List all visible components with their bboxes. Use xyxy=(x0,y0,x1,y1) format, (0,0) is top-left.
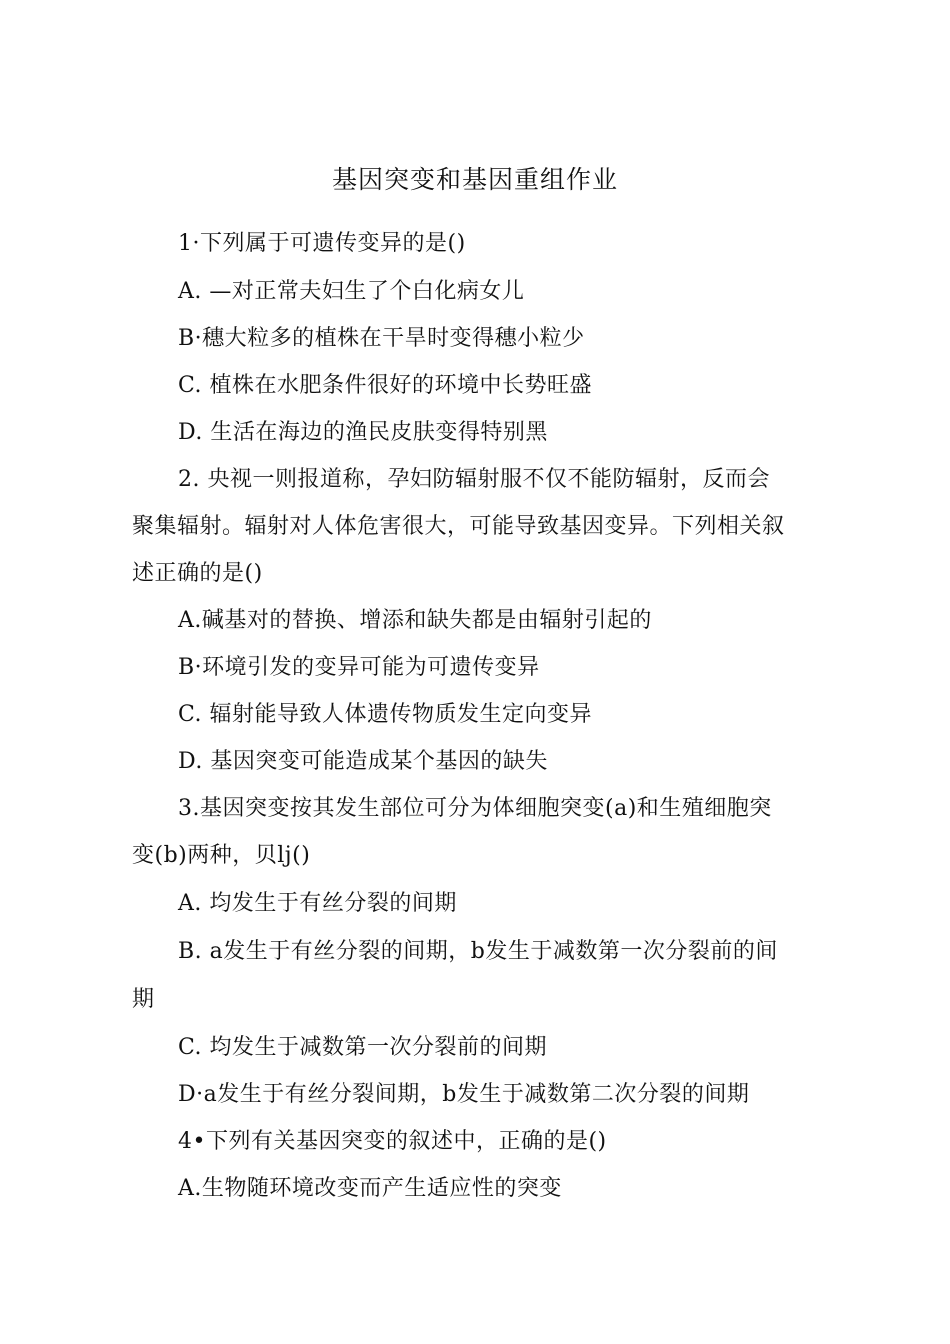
question-3-option-d: D·a发生于有丝分裂间期，b发生于减数第二次分裂的间期 xyxy=(178,1082,750,1107)
question-4-stem: 4•下列有关基因突变的叙述中，正确的是() xyxy=(178,1129,607,1154)
question-1-option-d: D. 生活在海边的渔民皮肤变得特别黑 xyxy=(178,420,548,445)
question-1-option-b: B·穗大粒多的植株在干旱时变得穗小粒少 xyxy=(178,326,585,351)
question-2-option-b: B·环境引发的变异可能为可遗传变异 xyxy=(178,655,540,680)
question-1-stem: 1·下列属于可遗传变异的是() xyxy=(178,231,466,256)
document-title: 基因突变和基因重组作业 xyxy=(331,165,618,194)
question-3-option-c: C. 均发生于减数第一次分裂前的间期 xyxy=(178,1035,548,1060)
question-2-option-d: D. 基因突变可能造成某个基因的缺失 xyxy=(178,749,548,774)
question-3-option-a: A. 均发生于有丝分裂的间期 xyxy=(178,891,457,916)
question-2-option-c: C. 辐射能导致人体遗传物质发生定向变异 xyxy=(178,702,593,727)
question-3-option-b-line-2: 期 xyxy=(132,987,155,1012)
question-2-option-a: A.碱基对的替换、增添和缺失都是由辐射引起的 xyxy=(178,608,652,633)
question-2-stem-line-3: 述正确的是() xyxy=(132,561,263,586)
question-2-stem-line-1: 2. 央视一则报道称，孕妇防辐射服不仅不能防辐射，反而会 xyxy=(178,467,770,492)
question-3-stem-line-2: 变(b)两种，贝lj() xyxy=(132,843,311,868)
question-4-option-a: A.生物随环境改变而产生适应性的突变 xyxy=(178,1176,562,1201)
question-3-option-b-line-1: B. a发生于有丝分裂的间期，b发生于减数第一次分裂前的间 xyxy=(178,939,778,964)
question-2-stem-line-2: 聚集辐射。辐射对人体危害很大，可能导致基因变异。下列相关叙 xyxy=(132,514,785,539)
question-3-stem-line-1: 3.基因突变按其发生部位可分为体细胞突变(a)和生殖细胞突 xyxy=(178,796,772,821)
question-1-option-a: A. —对正常夫妇生了个白化病女儿 xyxy=(178,279,525,304)
question-1-option-c: C. 植株在水肥条件很好的环境中长势旺盛 xyxy=(178,373,593,398)
